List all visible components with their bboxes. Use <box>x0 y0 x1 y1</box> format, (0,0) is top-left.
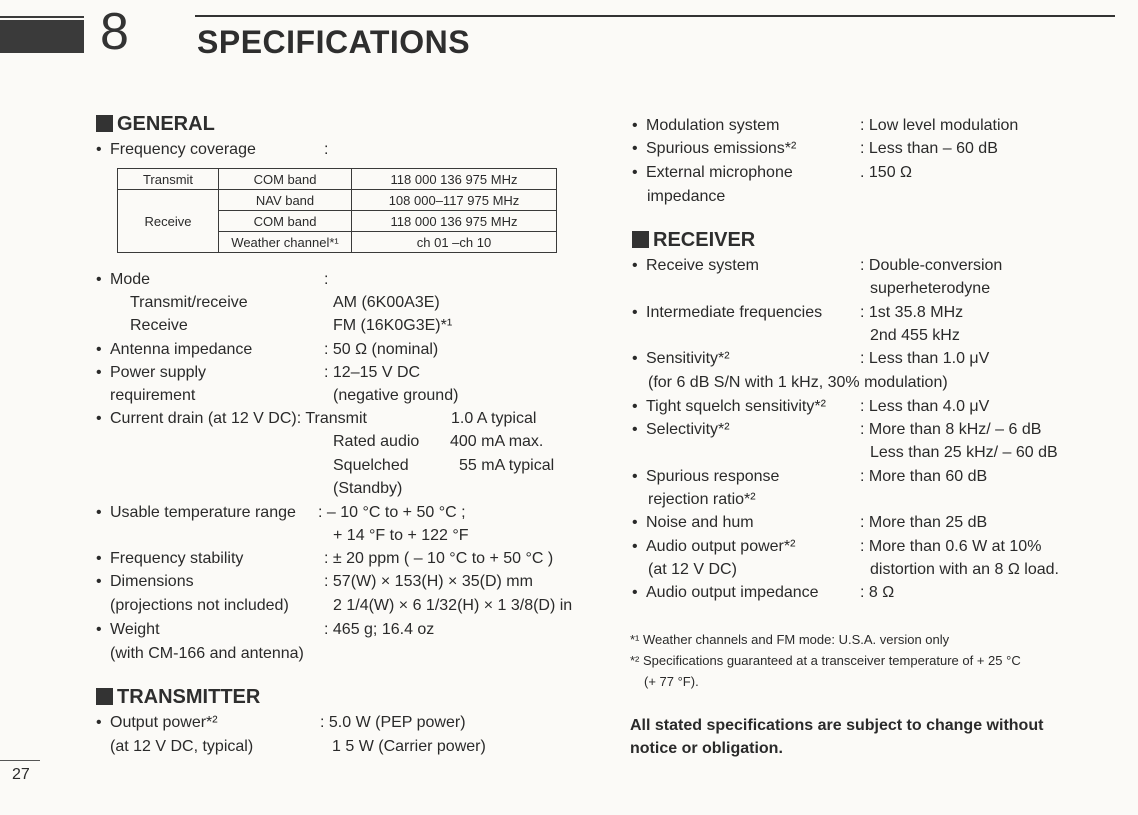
table-row <box>118 169 557 190</box>
power-value-2: (negative ground) <box>333 387 459 404</box>
transmitter-heading: TRANSMITTER <box>96 686 260 709</box>
sensitivity-value: : Less than 1.0 μV <box>860 350 990 367</box>
dimensions-label: • Dimensions <box>96 573 194 590</box>
current-rated-value: 400 mA max. <box>450 433 544 450</box>
current-sq-value: 55 mA typical <box>459 457 555 474</box>
spurious-response-label-2: rejection ratio*² <box>648 491 756 508</box>
selectivity-value: : More than 8 kHz/ – 6 dB <box>860 421 1042 438</box>
power-label-2: requirement <box>110 387 196 404</box>
output-power-value-2: 1 5 W (Carrier power) <box>332 738 486 755</box>
spurious-emissions-label: • Spurious emissions*² <box>632 140 797 157</box>
page-number-rule <box>0 760 40 761</box>
footnote-2-cont: (+ 77 °F). <box>644 674 699 689</box>
range-cell: 118 000 136 975 MHz <box>352 211 557 232</box>
mic-impedance-label-2: impedance <box>647 188 726 205</box>
frequency-table <box>117 168 557 253</box>
freq-coverage-label: • Frequency coverage <box>96 141 256 158</box>
if-label: • Intermediate frequencies <box>632 304 823 321</box>
antenna-label: • Antenna impedance <box>96 341 253 358</box>
tight-squelch-label: • Tight squelch sensitivity*² <box>632 398 826 415</box>
band-cell: COM band <box>219 169 352 190</box>
band-cell: COM band <box>219 211 352 232</box>
if-value-2: 2nd 455 kHz <box>870 327 960 344</box>
receive-system-value: : Double-conversion <box>860 257 1003 274</box>
footnote-1: *¹ Weather channels and FM mode: U.S.A. version only <box>630 632 950 647</box>
spurious-response-label: • Spurious response <box>632 468 780 485</box>
mic-impedance-value: . 150 Ω <box>860 164 912 181</box>
page-title: SPECIFICATIONS <box>197 24 471 60</box>
output-power-label: • Output power*² <box>96 714 218 731</box>
temp-value-2: + 14 °F to + 122 °F <box>333 527 469 544</box>
mic-impedance-label: • External microphone <box>632 164 793 181</box>
modulation-label: • Modulation system <box>632 117 780 134</box>
page-number: 27 <box>12 766 30 783</box>
audio-output-power-label-2: (at 12 V DC) <box>648 561 737 578</box>
current-tx-value: 1.0 A typical <box>451 410 537 427</box>
sensitivity-note: (for 6 dB S/N with 1 kHz, 30% modulation) <box>648 374 948 391</box>
chapter-number: 8 <box>100 3 129 61</box>
receive-system-value-2: superheterodyne <box>870 280 991 297</box>
dimensions-label-2: (projections not included) <box>110 597 289 614</box>
modulation-value: : Low level modulation <box>860 117 1019 134</box>
range-cell: 118 000 136 975 MHz <box>352 169 557 190</box>
stability-label: • Frequency stability <box>96 550 244 567</box>
if-value: : 1st 35.8 MHz <box>860 304 964 321</box>
noise-hum-value: : More than 25 dB <box>860 514 988 531</box>
audio-output-impedance-value: : 8 Ω <box>860 584 895 601</box>
audio-output-impedance-label: • Audio output impedance <box>632 584 819 601</box>
antenna-value: : 50 Ω (nominal) <box>324 341 439 358</box>
notice-line-2: notice or obligation. <box>630 740 783 757</box>
power-value: : 12–15 V DC <box>324 364 421 381</box>
audio-output-power-label: • Audio output power*² <box>632 538 796 555</box>
band-cell: Weather channel*¹ <box>219 232 352 253</box>
band-cell: NAV band <box>219 190 352 211</box>
section-square-icon <box>96 115 113 132</box>
tight-squelch-value: : Less than 4.0 μV <box>860 398 990 415</box>
header-rule <box>195 15 1115 17</box>
mode-label: • Mode <box>96 271 151 288</box>
noise-hum-label: • Noise and hum <box>632 514 754 531</box>
audio-output-power-value: : More than 0.6 W at 10% <box>860 538 1042 555</box>
current-sq-label: Squelched <box>333 457 409 474</box>
chapter-tab-line <box>0 16 84 18</box>
current-standby: (Standby) <box>333 480 403 497</box>
sensitivity-label: • Sensitivity*² <box>632 350 730 367</box>
audio-output-power-value-2: distortion with an 8 Ω load. <box>870 561 1059 578</box>
weight-label-2: (with CM-166 and antenna) <box>110 645 304 662</box>
range-cell: 108 000–117 975 MHz <box>352 190 557 211</box>
mode-tr-value: AM (6K00A3E) <box>333 294 440 311</box>
mode-colon: : <box>324 271 329 288</box>
receive-system-label: • Receive system <box>632 257 759 274</box>
power-label: • Power supply <box>96 364 207 381</box>
temp-value: : – 10 °C to + 50 °C ; <box>318 504 466 521</box>
general-heading: GENERAL <box>96 113 215 136</box>
table-row <box>118 190 557 211</box>
spurious-response-value: : More than 60 dB <box>860 468 988 485</box>
current-rated-label: Rated audio <box>333 433 420 450</box>
selectivity-label: • Selectivity*² <box>632 421 730 438</box>
mode-tr-label: Transmit/receive <box>130 294 248 311</box>
receive-cell: Receive <box>118 190 219 253</box>
current-label: • Current drain (at 12 V DC): Transmit <box>96 410 367 427</box>
weight-label: • Weight <box>96 621 160 638</box>
section-square-icon <box>632 231 649 248</box>
spurious-emissions-value: : Less than – 60 dB <box>860 140 998 157</box>
weight-value: : 465 g; 16.4 oz <box>324 621 435 638</box>
notice-line-1: All stated specifications are subject to change without <box>630 717 1044 734</box>
freq-coverage-colon: : <box>324 141 329 158</box>
mode-rx-value: FM (16K0G3E)*¹ <box>333 317 453 334</box>
range-cell: ch 01 –ch 10 <box>352 232 557 253</box>
transmit-cell: Transmit <box>118 169 219 190</box>
selectivity-value-2: Less than 25 kHz/ – 60 dB <box>870 444 1058 461</box>
temp-label: • Usable temperature range <box>96 504 296 521</box>
chapter-tab-bar <box>0 20 84 53</box>
dimensions-value-2: 2 1/4(W) × 6 1/32(H) × 1 3/8(D) in <box>333 597 573 614</box>
footnote-2: *² Specifications guaranteed at a transceiver temperature of + 25 °C <box>630 653 1021 668</box>
stability-value: : ± 20 ppm ( – 10 °C to + 50 °C ) <box>324 550 554 567</box>
output-power-value: : 5.0 W (PEP power) <box>320 714 466 731</box>
dimensions-value: : 57(W) × 153(H) × 35(D) mm <box>324 573 533 590</box>
output-power-label-2: (at 12 V DC, typical) <box>110 738 254 755</box>
section-square-icon <box>96 688 113 705</box>
receiver-heading: RECEIVER <box>632 229 755 252</box>
mode-rx-label: Receive <box>130 317 188 334</box>
